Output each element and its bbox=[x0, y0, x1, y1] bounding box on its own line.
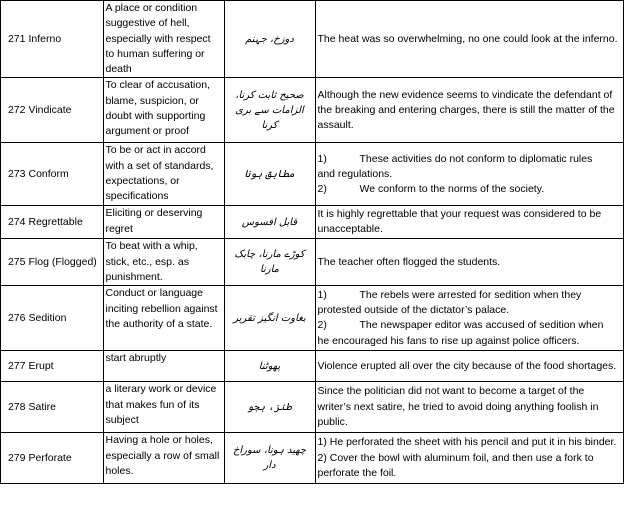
urdu-meaning: صحیح ثابت کرنا، الزامات سے بری کرنا bbox=[224, 78, 315, 143]
vocabulary-table-body bbox=[1, 1, 624, 484]
example-number: 1) bbox=[317, 288, 327, 301]
example-text: he encouraged his fans to rise up against police officers. bbox=[317, 334, 580, 347]
urdu-meaning: بغاوت انگیز تقریر bbox=[224, 286, 315, 351]
example-text: Since the politician did not want to become a target of the writer’s next satire, he tried to avoid doing anything foolish in public. bbox=[317, 385, 599, 429]
vocabulary-word: Inferno bbox=[27, 1, 104, 78]
example-cell bbox=[315, 1, 623, 78]
definition-cell: A place or condition suggestive of hell, especially with respect to human suffering or death bbox=[103, 1, 224, 78]
definition-cell: a literary work or device that makes fun of its subject bbox=[103, 382, 224, 433]
example-line bbox=[318, 167, 621, 182]
example-text: The newspaper editor was accused of sedition when bbox=[359, 319, 604, 332]
definition-cell: To clear of accusation, blame, suspicion, or doubt with supporting argument or proof bbox=[103, 78, 224, 143]
example-number: 2) bbox=[317, 183, 327, 196]
definition-cell: To beat with a whip, stick, etc., esp. as punishment. bbox=[103, 239, 224, 286]
example-text: Violence erupted all over the city because of the food shortages. bbox=[317, 359, 617, 372]
table-row bbox=[1, 351, 624, 382]
vocabulary-word: Sedition bbox=[27, 286, 104, 351]
example-text: The teacher often flogged the students. bbox=[317, 255, 501, 268]
urdu-meaning: طنز، ہجو bbox=[224, 382, 315, 433]
vocabulary-word: Vindicate bbox=[27, 78, 104, 143]
table-row bbox=[1, 1, 624, 78]
urdu-meaning: چھید ہونا، سوراخ دار bbox=[224, 433, 315, 484]
example-cell bbox=[315, 143, 623, 206]
urdu-meaning: کوڑے مارنا، چابک مارنا bbox=[224, 239, 315, 286]
vocabulary-word: Perforate bbox=[27, 433, 104, 484]
vocabulary-word: Flog (Flogged) bbox=[27, 239, 104, 286]
row-number: 279 bbox=[1, 433, 27, 484]
definition-cell: start abruptly bbox=[103, 351, 224, 382]
row-number: 276 bbox=[1, 286, 27, 351]
example-cell bbox=[315, 239, 623, 286]
example-line bbox=[318, 334, 621, 349]
vocabulary-word: Satire bbox=[27, 382, 104, 433]
example-cell bbox=[315, 433, 623, 484]
example-text: These activities do not conform to diplomatic rules bbox=[359, 152, 593, 165]
row-number: 275 bbox=[1, 239, 27, 286]
example-cell bbox=[315, 351, 623, 382]
example-number: 1) bbox=[317, 152, 327, 165]
definition-cell: Conduct or language inciting rebellion against the authority of a state. bbox=[103, 286, 224, 351]
example-text: 1) He perforated the sheet with his pencil and put it in his binder. 2) Cover the bowl with aluminum foil, and then use a fork to perforate the foil. bbox=[317, 436, 617, 480]
example-line bbox=[318, 318, 621, 333]
example-text: The rebels were arrested for sedition when they bbox=[359, 288, 582, 301]
example-cell bbox=[315, 206, 623, 239]
table-row bbox=[1, 143, 624, 206]
table-row bbox=[1, 239, 624, 286]
example-line bbox=[318, 303, 621, 318]
vocabulary-word: Conform bbox=[27, 143, 104, 206]
example-cell bbox=[315, 286, 623, 351]
urdu-meaning: دوزخ، جہنم bbox=[224, 1, 315, 78]
row-number: 271 bbox=[1, 1, 27, 78]
table-row bbox=[1, 206, 624, 239]
table-row bbox=[1, 286, 624, 351]
example-text: We conform to the norms of the society. bbox=[359, 183, 545, 196]
definition-cell: Having a hole or holes, especially a row of small holes. bbox=[103, 433, 224, 484]
row-number: 274 bbox=[1, 206, 27, 239]
example-line bbox=[318, 182, 621, 197]
example-text: The heat was so overwhelming, no one could look at the inferno. bbox=[317, 32, 618, 45]
example-line bbox=[318, 288, 621, 303]
example-number: 2) bbox=[317, 319, 327, 332]
vocabulary-word: Regrettable bbox=[27, 206, 104, 239]
vocabulary-word: Erupt bbox=[27, 351, 104, 382]
urdu-meaning: قابل افسوس bbox=[224, 206, 315, 239]
definition-cell: To be or act in accord with a set of standards, expectations, or specifications bbox=[103, 143, 224, 206]
table-row bbox=[1, 382, 624, 433]
row-number: 277 bbox=[1, 351, 27, 382]
urdu-meaning: مطابق ہونا bbox=[224, 143, 315, 206]
example-text: It is highly regrettable that your request was considered to be unacceptable. bbox=[317, 208, 602, 236]
example-text: and regulations. bbox=[317, 167, 393, 180]
example-cell bbox=[315, 382, 623, 433]
example-text: Although the new evidence seems to vindicate the defendant of the breaking and entering charges, there is still the matter of the assault. bbox=[317, 88, 615, 132]
table-row bbox=[1, 78, 624, 143]
urdu-meaning: پھوٹنا bbox=[224, 351, 315, 382]
example-line bbox=[318, 152, 621, 167]
table-row bbox=[1, 433, 624, 484]
row-number: 273 bbox=[1, 143, 27, 206]
row-number: 278 bbox=[1, 382, 27, 433]
example-cell bbox=[315, 78, 623, 143]
row-number: 272 bbox=[1, 78, 27, 143]
definition-cell: Eliciting or deserving regret bbox=[103, 206, 224, 239]
example-text: protested outside of the dictator’s palace. bbox=[317, 304, 510, 317]
